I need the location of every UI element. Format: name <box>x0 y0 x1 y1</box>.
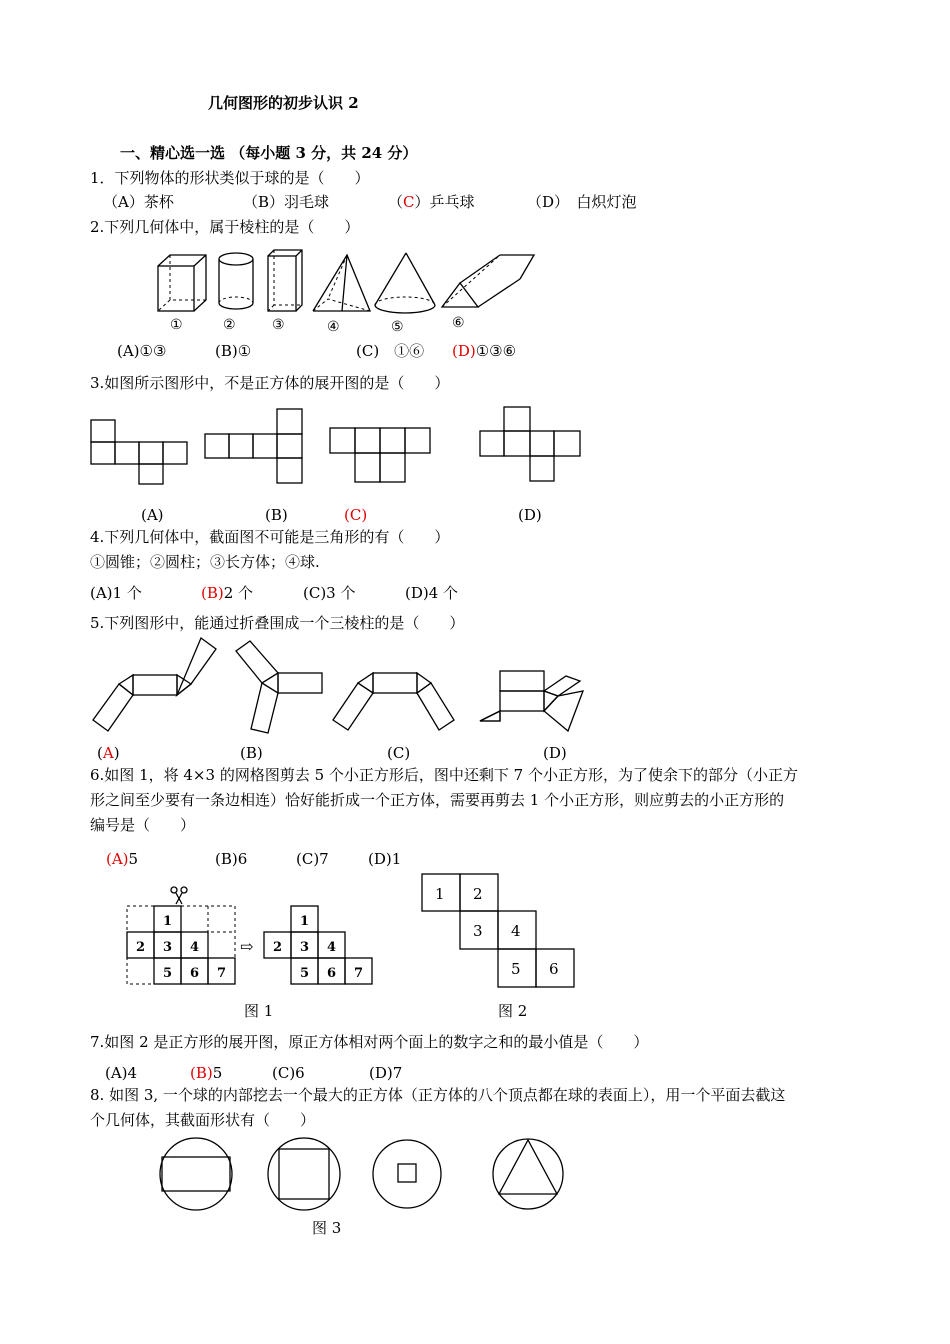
solid-label: ① <box>170 317 183 333</box>
section-circle-rectangle <box>160 1138 232 1210</box>
figure-3 <box>155 1136 575 1218</box>
cell-number: 1 <box>163 914 173 929</box>
scissors-icon <box>171 887 187 904</box>
cell-number: 3 <box>300 940 310 955</box>
q4-option-b: (B)2 个 <box>201 584 254 602</box>
cell-number: 2 <box>273 940 283 955</box>
q6-line1: 6.如图 1，将 4×3 的网格图剪去 5 个小正方形后，图中还剩下 7 个小正方形，为了使余下的部分（小正方 <box>90 766 798 784</box>
q7-option-b: (B)5 <box>190 1064 223 1082</box>
q7-option-a: (A)4 <box>105 1064 138 1082</box>
section-heading: 一、精心选一选 （每小题 3 分，共 24 分） <box>120 144 418 162</box>
q3-option-b: (B) <box>265 506 288 524</box>
net-b <box>205 409 302 483</box>
q3-nets-figure <box>88 403 588 485</box>
net-c <box>330 428 430 482</box>
q4-stem: 4.下列几何体中，截面图不可能是三角形的有（ ） <box>90 528 450 546</box>
q3-option-d: (D) <box>518 506 542 524</box>
q4-option-a: (A)1 个 <box>90 584 142 602</box>
cell-number: 4 <box>327 940 337 955</box>
q6-line3: 编号是（ ） <box>90 816 196 834</box>
solid-rectangular-prism <box>268 250 302 311</box>
q5-option-a: (A) <box>97 744 120 762</box>
cell-number: 1 <box>435 885 445 903</box>
q3-option-a: (A) <box>141 506 164 524</box>
solid-cube <box>158 255 206 311</box>
q5-option-d: (D) <box>543 744 567 762</box>
net-a <box>91 420 187 484</box>
figure-2 <box>420 872 580 992</box>
cell-number: 5 <box>511 960 521 978</box>
q1-option-c: （C）乒乓球 <box>388 193 475 211</box>
q4-items: ①圆锥；②圆柱；③长方体；④球. <box>90 553 320 571</box>
prism-net-d <box>480 671 583 731</box>
q3-stem: 3.如图所示图形中，不是正方体的展开图的是（ ） <box>90 374 450 392</box>
prism-net-b <box>236 641 322 733</box>
cell-number: 2 <box>136 940 146 955</box>
cell-number: 4 <box>511 922 521 940</box>
figure-2-caption: 图 2 <box>498 1002 528 1020</box>
solid-label: ③ <box>272 317 285 333</box>
q5-option-c: (C) <box>387 744 411 762</box>
prism-net-c <box>333 673 454 730</box>
solid-cylinder <box>219 253 253 309</box>
q4-option-d: (D)4 个 <box>405 584 459 602</box>
prism-net-a <box>93 638 216 731</box>
solid-label: ⑤ <box>391 319 404 335</box>
q2-option-c: (C) ①⑥ <box>356 342 425 360</box>
q6-option-c: (C)7 <box>296 850 329 868</box>
solid-label: ② <box>223 317 236 333</box>
q2-option-a: (A)①③ <box>117 342 167 360</box>
q7-stem: 7.如图 2 是正方形的展开图，原正方体相对两个面上的数字之和的最小值是（ ） <box>90 1033 649 1051</box>
arrow-icon: ⇨ <box>240 937 254 956</box>
cell-number: 2 <box>473 885 483 903</box>
q3-option-c: (C) <box>344 506 368 524</box>
solid-triangular-prism <box>442 255 534 307</box>
cell-number: 4 <box>190 940 200 955</box>
section-circle-triangle <box>493 1139 563 1209</box>
q5-option-b: (B) <box>240 744 263 762</box>
q5-prism-nets-figure <box>88 636 588 736</box>
section-circle-square <box>268 1138 340 1210</box>
solid-pyramid <box>313 255 370 311</box>
q4-option-c: (C)3 个 <box>303 584 356 602</box>
section-circle-small-square <box>373 1140 441 1208</box>
net-d <box>480 407 580 481</box>
q6-line2: 形之间至少要有一条边相连）恰好能折成一个正方体，需要再剪去 1 个小正方形，则应剪去的小正方形的 <box>90 791 785 809</box>
figure-1 <box>125 884 380 989</box>
cell-number: 6 <box>327 966 337 981</box>
cell-number: 7 <box>354 966 364 981</box>
solid-label: ④ <box>327 319 340 335</box>
q8-line1: 8. 如图 3, 一个球的内部挖去一个最大的正方体（正方体的八个顶点都在球的表面上），用一个平面去截这 <box>90 1086 786 1104</box>
q2-stem: 2.下列几何体中，属于棱柱的是（ ） <box>90 218 360 236</box>
cell-number: 5 <box>300 966 310 981</box>
cell-number: 7 <box>217 966 227 981</box>
cell-number: 3 <box>473 922 483 940</box>
q6-option-b: (B)6 <box>215 850 248 868</box>
q2-solids-figure <box>150 245 540 340</box>
q2-option-d: (D)①③⑥ <box>452 342 517 360</box>
figure-3-caption: 图 3 <box>312 1219 342 1237</box>
cell-number: 5 <box>163 966 173 981</box>
cell-number: 6 <box>549 960 559 978</box>
q1-option-b: （B）羽毛球 <box>243 193 330 211</box>
solid-label: ⑥ <box>452 315 465 331</box>
q5-stem: 5.下列图形中，能通过折叠围成一个三棱柱的是（ ） <box>90 614 465 632</box>
q1-option-d: （D） 白炽灯泡 <box>527 193 637 211</box>
q7-option-c: (C)6 <box>272 1064 305 1082</box>
q1-option-a: （A）茶杯 <box>103 193 174 211</box>
page-title: 几何图形的初步认识 2 <box>208 94 359 112</box>
q6-option-d: (D)1 <box>368 850 402 868</box>
q8-line2: 个几何体，其截面形状有（ ） <box>90 1111 316 1129</box>
q2-option-b: (B)① <box>215 342 252 360</box>
q6-option-a: (A)5 <box>106 850 139 868</box>
cell-number: 6 <box>190 966 200 981</box>
cell-number: 3 <box>163 940 173 955</box>
solid-cone <box>375 253 435 313</box>
figure-1-caption: 图 1 <box>244 1002 274 1020</box>
q7-option-d: (D)7 <box>369 1064 403 1082</box>
cell-number: 1 <box>300 914 310 929</box>
q1-stem: 1．下列物体的形状类似于球的是（ ） <box>90 169 370 187</box>
